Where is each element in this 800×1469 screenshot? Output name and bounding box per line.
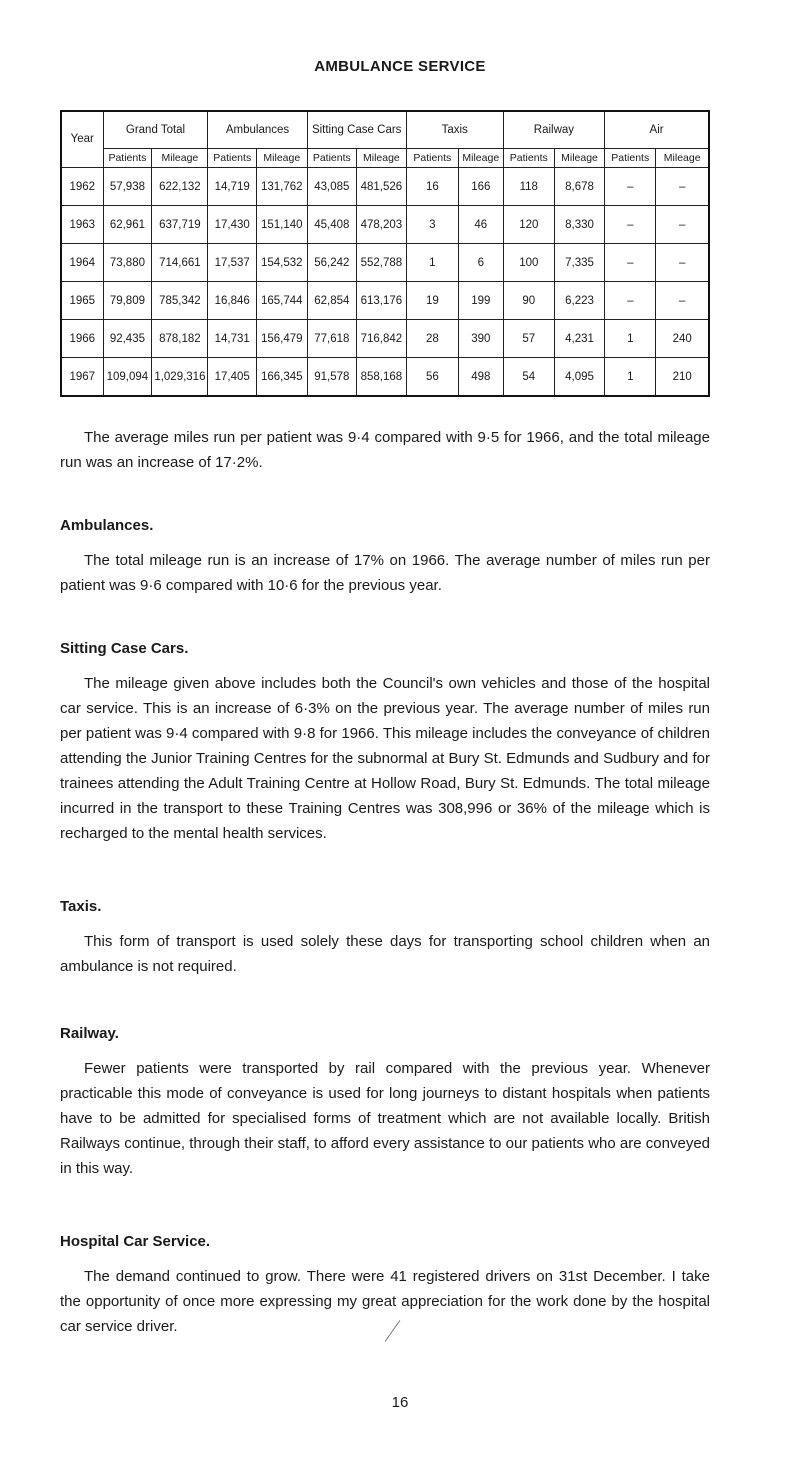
table-row xyxy=(61,168,709,206)
table-cell: 210 xyxy=(656,358,709,397)
subheader-cell: Mileage xyxy=(656,149,709,168)
table-cell: 240 xyxy=(656,320,709,358)
table-cell: 622,132 xyxy=(152,168,208,206)
table-cell: – xyxy=(656,206,709,244)
table-cell: 45,408 xyxy=(307,206,356,244)
subheader-cell: Mileage xyxy=(458,149,503,168)
subheader-cell: Patients xyxy=(605,149,656,168)
table-cell: 79,809 xyxy=(103,282,152,320)
table-cell: 716,842 xyxy=(357,320,407,358)
table-cell: 19 xyxy=(406,282,458,320)
table-cell: 878,182 xyxy=(152,320,208,358)
table-row xyxy=(61,206,709,244)
subheader-cell: Patients xyxy=(406,149,458,168)
year-cell: 1966 xyxy=(61,320,103,358)
group-header-railway: Railway xyxy=(503,111,604,149)
subheader-cell: Patients xyxy=(103,149,152,168)
table-cell: 73,880 xyxy=(103,244,152,282)
table-cell: 1 xyxy=(406,244,458,282)
subheader-cell: Patients xyxy=(503,149,554,168)
table-cell: 4,095 xyxy=(554,358,604,397)
table-cell: 481,526 xyxy=(357,168,407,206)
table-cell: 390 xyxy=(458,320,503,358)
table-subheader-row xyxy=(61,149,709,168)
table-cell: 6 xyxy=(458,244,503,282)
table-cell: 1 xyxy=(605,358,656,397)
section-text-sitting-case-cars: The mileage given above includes both the Council's own vehicles and those of the hospital car service. This is an increase of 6·3% on the previous year. The average number of miles run per patient was 9·4 compared with 9·8 for 1966. This mileage includes the conveyance of children attending the Junior Training Centres for the subnormal at Bury St. Edmunds and Sudbury and for trainees attending the Adult Training Centre at Hollow Road, Bury St. Edmunds. The total mileage incurred in the transport to these Training Centres was 308,996 or 36% of the mileage which is recharged to the mental health services. xyxy=(60,675,710,842)
table-cell: – xyxy=(656,168,709,206)
section-text-taxis: This form of transport is used solely these days for transporting school children when an ambulance is not required. xyxy=(60,933,710,975)
group-header-taxis: Taxis xyxy=(406,111,503,149)
group-header-ambulances: Ambulances xyxy=(208,111,307,149)
table-cell: 613,176 xyxy=(357,282,407,320)
page-number: 16 xyxy=(391,1394,409,1411)
section-heading-railway: Railway. xyxy=(60,1025,119,1042)
table-cell: 8,678 xyxy=(554,168,604,206)
table-body xyxy=(61,168,709,397)
table-cell: 14,719 xyxy=(208,168,257,206)
subheader-cell: Mileage xyxy=(152,149,208,168)
table-cell: 8,330 xyxy=(554,206,604,244)
table-cell: 17,430 xyxy=(208,206,257,244)
table-group-header-row xyxy=(61,111,709,149)
table-cell: 1,029,316 xyxy=(152,358,208,397)
table-cell: – xyxy=(605,244,656,282)
section-heading-sitting-case-cars: Sitting Case Cars. xyxy=(60,640,189,657)
table-cell: 3 xyxy=(406,206,458,244)
table-cell: 14,731 xyxy=(208,320,257,358)
table-cell: 90 xyxy=(503,282,554,320)
table-cell: 498 xyxy=(458,358,503,397)
year-header: Year xyxy=(61,111,103,168)
subheader-cell: Patients xyxy=(208,149,257,168)
table-cell: 166,345 xyxy=(256,358,307,397)
table-cell: 714,661 xyxy=(152,244,208,282)
table-cell: 154,532 xyxy=(256,244,307,282)
table-cell: 109,094 xyxy=(103,358,152,397)
table-cell: 478,203 xyxy=(357,206,407,244)
table-cell: 57 xyxy=(503,320,554,358)
table-cell: 637,719 xyxy=(152,206,208,244)
table-row xyxy=(61,244,709,282)
table-row xyxy=(61,282,709,320)
table-cell: 17,405 xyxy=(208,358,257,397)
table-cell: 28 xyxy=(406,320,458,358)
table-cell: 62,961 xyxy=(103,206,152,244)
table-cell: 54 xyxy=(503,358,554,397)
table-cell: 17,537 xyxy=(208,244,257,282)
table-cell: 151,140 xyxy=(256,206,307,244)
section-heading-ambulances: Ambulances. xyxy=(60,517,154,534)
group-header-grand-total: Grand Total xyxy=(103,111,208,149)
table-cell: 131,762 xyxy=(256,168,307,206)
table-cell: 100 xyxy=(503,244,554,282)
table-cell: 46 xyxy=(458,206,503,244)
table-cell: 56,242 xyxy=(307,244,356,282)
page-title: AMBULANCE SERVICE xyxy=(314,58,486,75)
table-cell: 57,938 xyxy=(103,168,152,206)
table-cell: 156,479 xyxy=(256,320,307,358)
table-row xyxy=(61,320,709,358)
group-header-sitting-case-cars: Sitting Case Cars xyxy=(307,111,406,149)
section-heading-taxis: Taxis. xyxy=(60,898,102,915)
table-cell: – xyxy=(605,282,656,320)
subheader-cell: Mileage xyxy=(357,149,407,168)
table-cell: 785,342 xyxy=(152,282,208,320)
ambulance-statistics-table xyxy=(60,110,710,397)
table-cell: 6,223 xyxy=(554,282,604,320)
year-cell: 1965 xyxy=(61,282,103,320)
table-cell: 43,085 xyxy=(307,168,356,206)
section-text-railway: Fewer patients were transported by rail compared with the previous year. Whenever practicable this mode of conveyance is used for long journeys to distant hospitals when patients have to be admitted for specialised forms of treatment which are not available locally. British Railways continue, through their staff, to afford every assistance to our patients who are conveyed in this way. xyxy=(60,1060,710,1177)
subheader-cell: Patients xyxy=(307,149,356,168)
report-body xyxy=(60,425,710,1339)
table-cell: 16,846 xyxy=(208,282,257,320)
table-cell: 165,744 xyxy=(256,282,307,320)
table-cell: 120 xyxy=(503,206,554,244)
table-cell: – xyxy=(656,244,709,282)
year-cell: 1964 xyxy=(61,244,103,282)
subheader-cell: Mileage xyxy=(256,149,307,168)
year-cell: 1962 xyxy=(61,168,103,206)
table-cell: – xyxy=(605,168,656,206)
year-cell: 1967 xyxy=(61,358,103,397)
table-row xyxy=(61,358,709,397)
table-cell: 77,618 xyxy=(307,320,356,358)
table-cell: – xyxy=(605,206,656,244)
table-cell: 118 xyxy=(503,168,554,206)
year-cell: 1963 xyxy=(61,206,103,244)
subheader-cell: Mileage xyxy=(554,149,604,168)
table-cell: 92,435 xyxy=(103,320,152,358)
table-cell: 56 xyxy=(406,358,458,397)
table-cell: 166 xyxy=(458,168,503,206)
table-cell: 1 xyxy=(605,320,656,358)
table-cell: 858,168 xyxy=(357,358,407,397)
section-text-ambulances: The total mileage run is an increase of 17% on 1966. The average number of miles run per patient was 9·6 compared with 10·6 for the previous year. xyxy=(60,552,710,594)
table-cell: 16 xyxy=(406,168,458,206)
table-cell: 552,788 xyxy=(357,244,407,282)
intro-paragraph: The average miles run per patient was 9·4 compared with 9·5 for 1966, and the total mileage run was an increase of 17·2%. xyxy=(60,429,710,471)
table-cell: 7,335 xyxy=(554,244,604,282)
table-cell: 62,854 xyxy=(307,282,356,320)
table-cell: 4,231 xyxy=(554,320,604,358)
section-heading-hospital-car-service: Hospital Car Service. xyxy=(60,1233,211,1250)
group-header-air: Air xyxy=(605,111,709,149)
table-cell: – xyxy=(656,282,709,320)
table-cell: 91,578 xyxy=(307,358,356,397)
section-text-hospital-car-service: The demand continued to grow. There were 41 registered drivers on 31st December. I take the opportunity of once more expressing my great appreciation for the work done by the hospital car service driver. xyxy=(60,1268,710,1335)
table-cell: 199 xyxy=(458,282,503,320)
